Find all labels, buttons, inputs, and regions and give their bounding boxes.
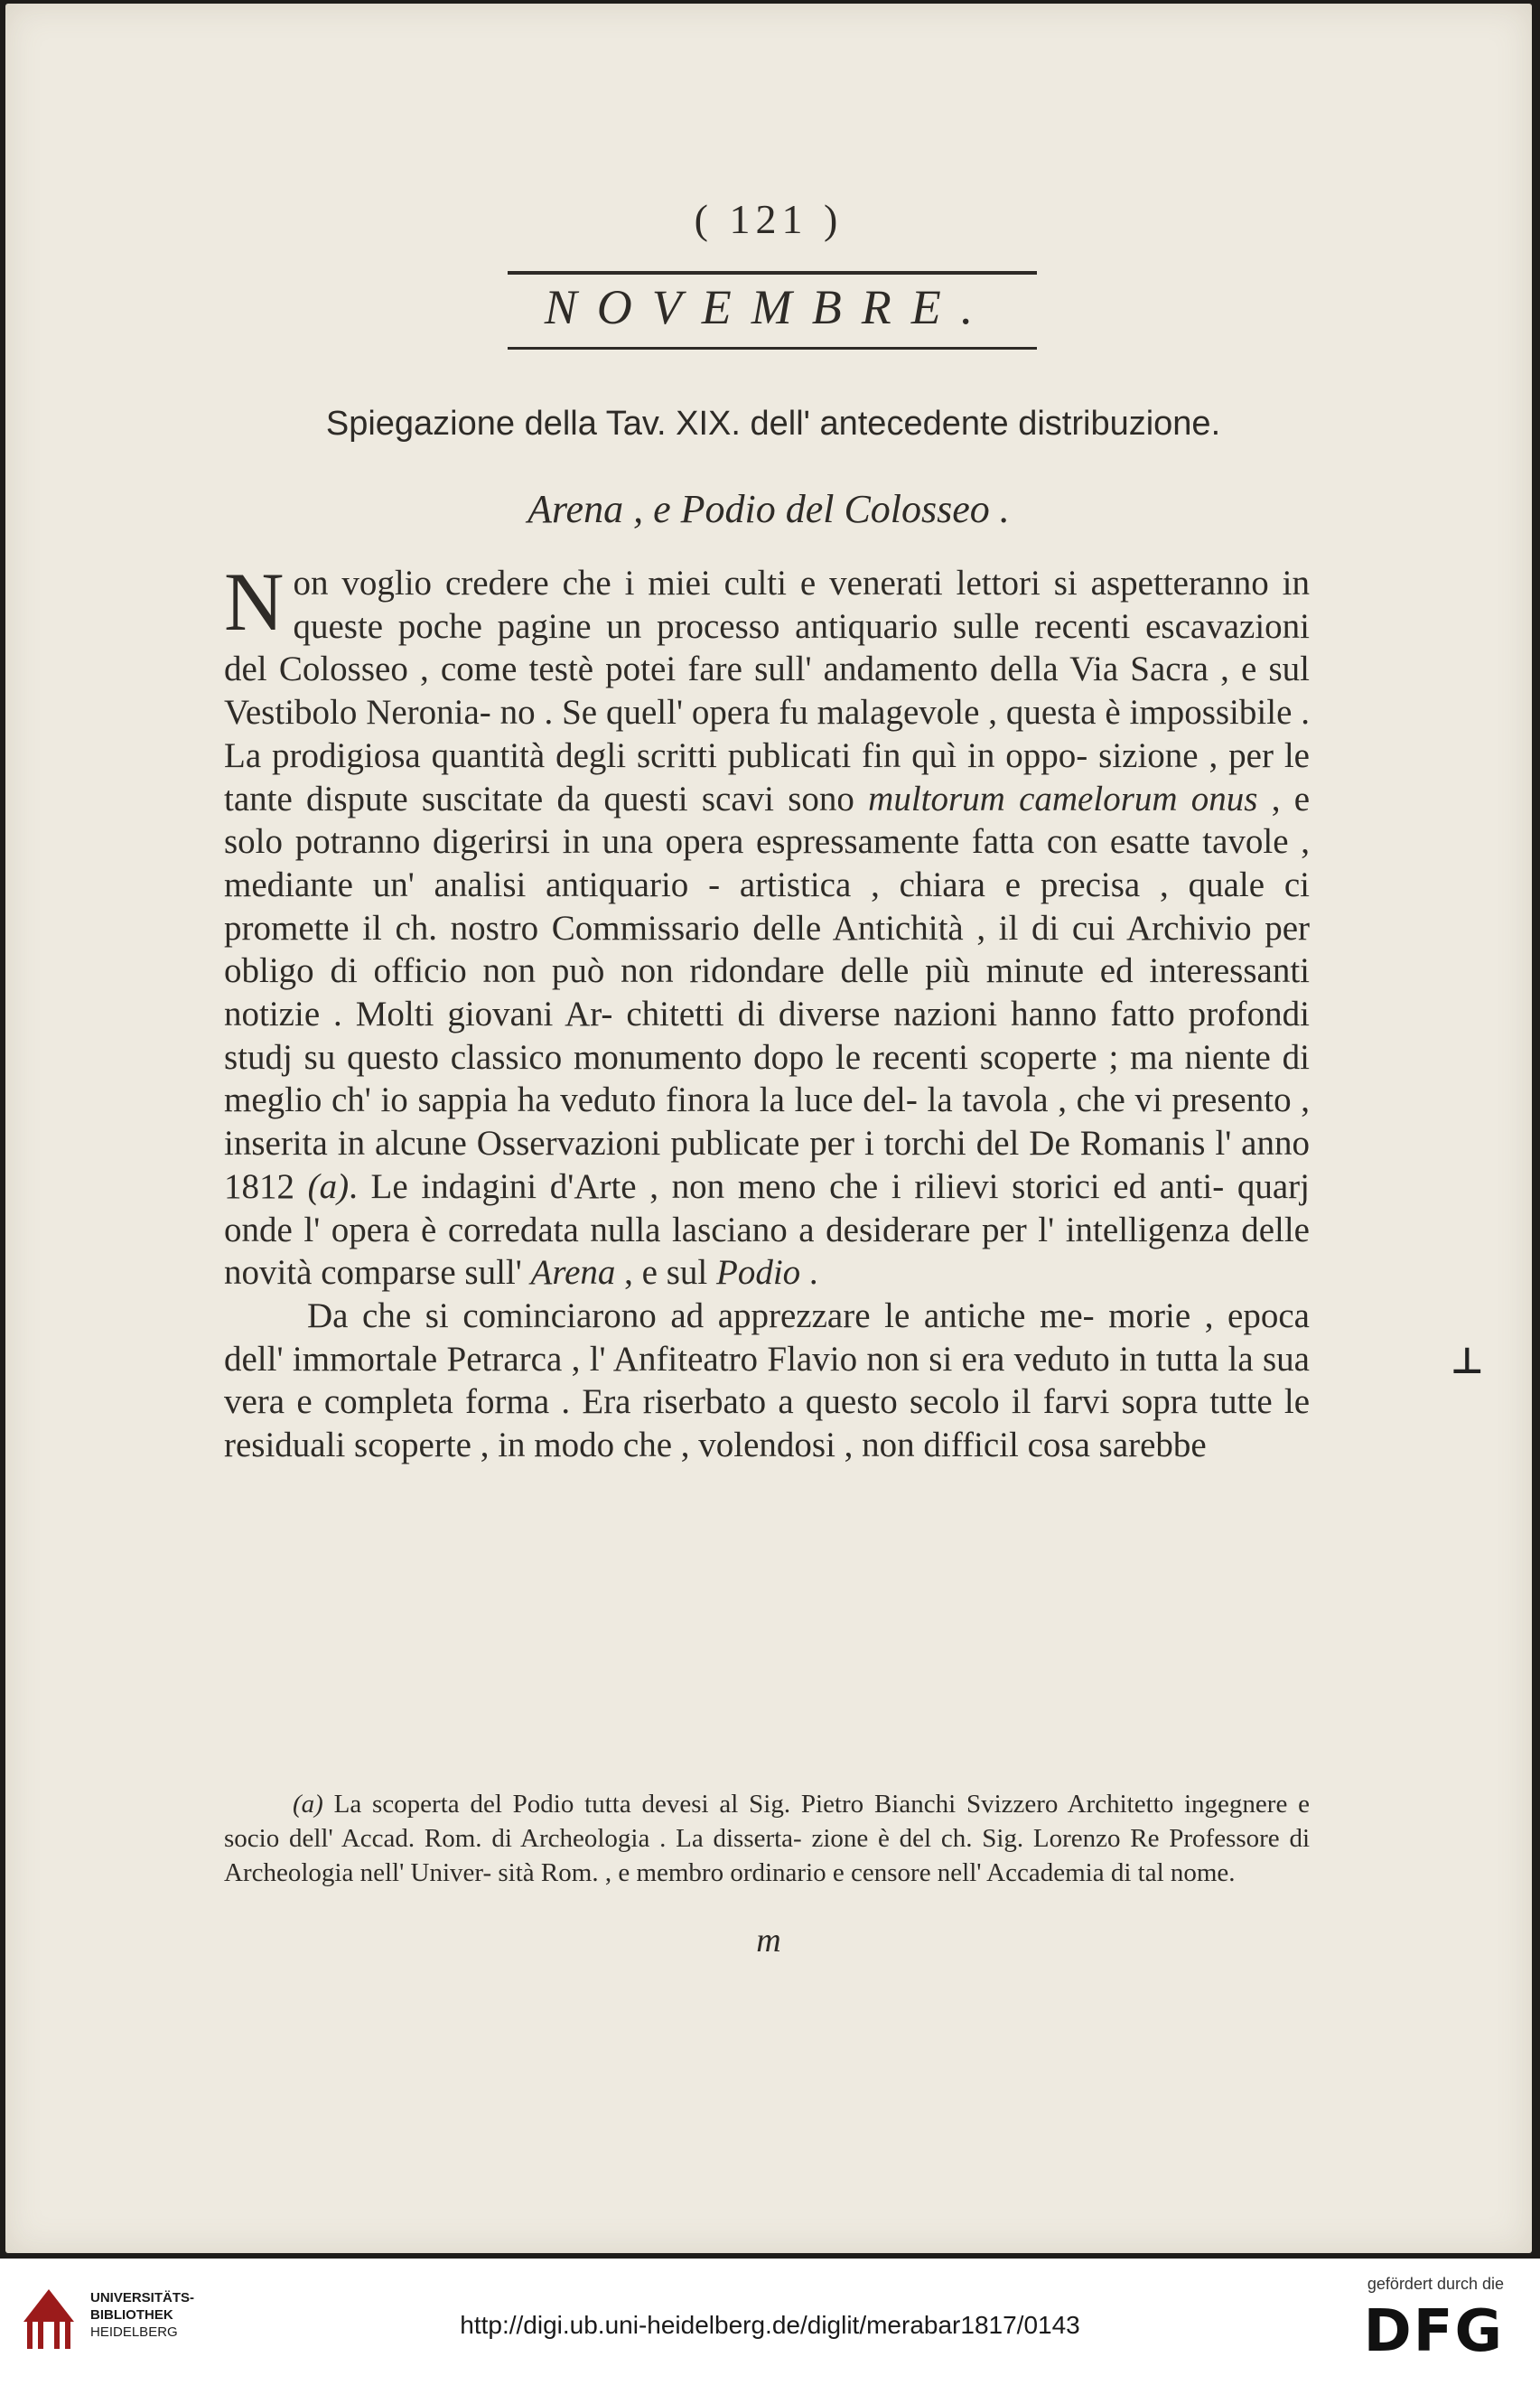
footnote-reference: (a) [307, 1166, 350, 1206]
footnote [224, 1787, 1310, 1890]
latin-phrase: multorum camelorum onus [868, 779, 1258, 818]
body-text [224, 556, 1311, 1467]
digitization-footer [0, 2259, 1540, 2385]
footnote-text: La scoperta del Podio tutta devesi al Sig. Pietro Bianchi Svizzero Architetto ingegnere e socio dell' Accad. Rom. di Archeologia . La disserta- zione è del ch. Sig. Lorenzo Re Professore di Archeologia nell' Univer- sità Rom. , e membro ordinario e censore nell' Accademia di tal nome. [224, 1790, 1310, 1887]
section-subtitle: Spiegazione della Tav. XIX. dell' antecedente distribuzione. [325, 405, 1221, 443]
page-number: ( 121 ) [694, 196, 844, 242]
bottom-rule [508, 347, 1037, 350]
book-page [5, 4, 1532, 2253]
podio-term: Podio [716, 1253, 801, 1293]
signature-mark: m [756, 1922, 781, 1959]
footnote-paragraph [224, 1787, 1310, 1890]
paragraph-1-text-b: , e solo potranno digerirsi in una opera espressamente fatta con esatte tavole , mediante un' analisi antiquario - artistica , chiara e precisa , quale ci promette il ch. nostro Commissario delle Antichità , il di cui Archivio per obligo di officio non può non ridondare delle più minute ed interessanti notizie . Molti giovani Ar- chitetti di diverse nazioni hanno fatto profondi studj su questo classico monumento dopo le recenti scoperte ; ma niente di meglio ch' io sappia ha veduto finora la luce del- la tavola , che vi presento , inserita in alcune Osservazioni publicate per i torchi del De Romanis l' anno 1812 [224, 779, 1310, 1206]
drop-cap: N [224, 556, 285, 648]
source-url-link[interactable]: http://digi.ub.uni-heidelberg.de/diglit/merabar1817/0143 [460, 2311, 1080, 2339]
library-line-3: HEIDELBERG [90, 2324, 178, 2340]
funder-note: gefördert durch die [1367, 2275, 1504, 2293]
margin-annotation: ⊥ [1451, 1341, 1484, 1382]
month-title: NOVEMBRE. [544, 280, 994, 334]
paragraph-2: Da che si cominciarono ad apprezzare le antiche me- morie , epoca dell' immortale Petrarca , l' Anfiteatro Flavio non si era veduto in tutta la sua vera e completa forma . Era riserbato a questo secolo il farvi sopra tutte le residuali scoperte , in modo che , volendosi , non difficil cosa sarebbe [224, 1295, 1310, 1465]
paragraph-1-text-a: on voglio credere che i miei culti e venerati lettori si aspetteranno in queste poche pagine un processo antiquario sulle recenti escavazioni del Colosseo , come testè potei fare sull' andamento della Via Sacra , e sul Vestibolo Neronia- no . Se quell' opera fu malagevole , questa è impossibile . La prodigiosa quantità degli scritti publicati fin quì in oppo- sizione , per le tante dispute suscitate da questi scavi sono [224, 564, 1310, 818]
top-rule [508, 271, 1037, 275]
section-heading: Arena , e Podio del Colosseo . [527, 487, 1010, 531]
paragraph-1-text-d: , e sul [624, 1253, 708, 1293]
paragraph-1-text-c: . Le indagini d'Arte , non meno che i rilievi storici ed anti- quarj onde l' opera è corredata nulla lasciano a desiderare per l' intelligenza delle novità comparse sull' [224, 1166, 1311, 1293]
library-line-2: BIBLIOTHEK [90, 2307, 173, 2323]
paragraph-1 [224, 556, 1311, 1295]
arena-term: Arena [530, 1253, 616, 1293]
dfg-logo: DFG [1363, 2298, 1504, 2365]
paragraph-1-text-e: . [808, 1253, 818, 1293]
library-line-1: UNIVERSITÄTS- [90, 2290, 195, 2306]
footnote-marker: (a) [293, 1790, 323, 1819]
